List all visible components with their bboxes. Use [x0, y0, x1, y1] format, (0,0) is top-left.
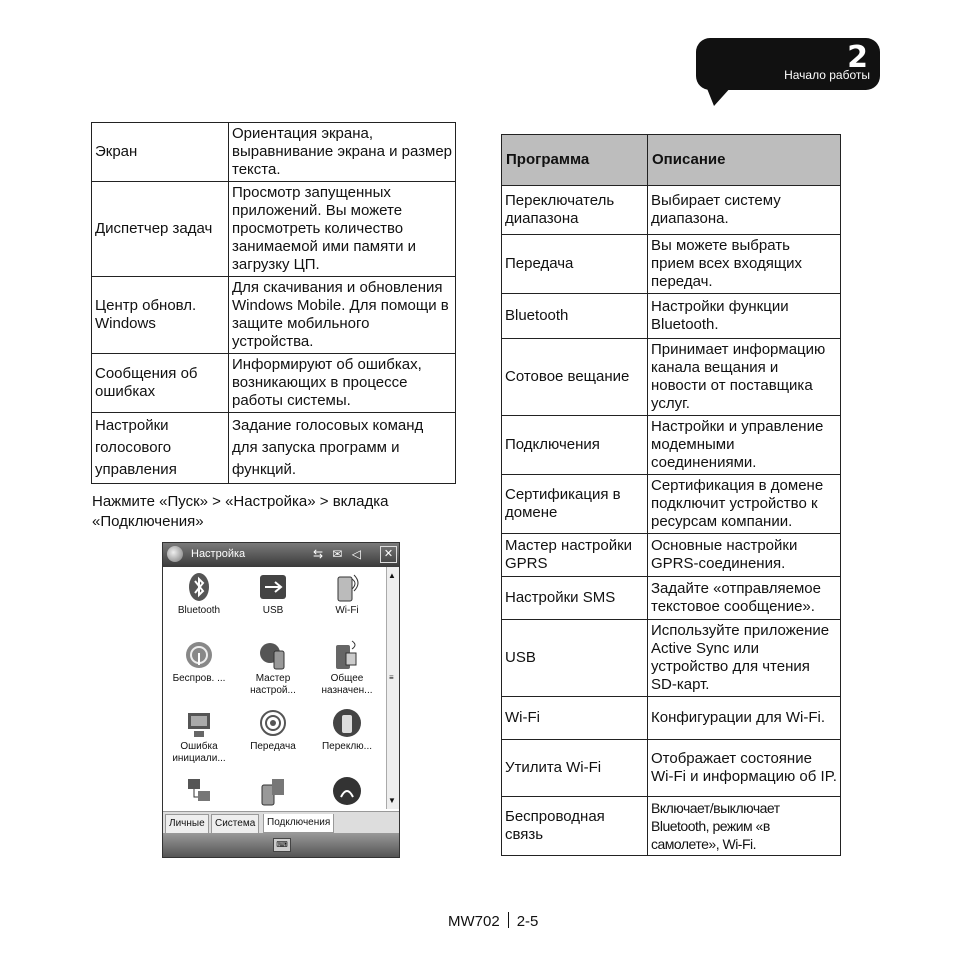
program-desc: Вы можете выбрать прием всех входящих передач. [648, 235, 841, 294]
program-name: USB [502, 620, 648, 697]
table-row [92, 277, 456, 354]
table-row [92, 182, 456, 277]
grid-item-label: Передача [250, 741, 296, 752]
badge-tail [706, 86, 732, 106]
grid-item-beam[interactable] [237, 707, 309, 753]
table-row [502, 577, 841, 620]
wireless-icon [184, 639, 214, 671]
program-desc: Просмотр запущенных приложений. Вы можете просмотреть количество занимаемой ими памяти и загрузку ЦП. [229, 182, 456, 277]
table-row [502, 294, 841, 339]
grid-item-label: Bluetooth [177, 605, 221, 616]
usb-icon [258, 571, 288, 603]
grid-item-broadcast[interactable] [311, 775, 383, 809]
grid-item-wireless[interactable] [163, 639, 235, 685]
grid-item-connections[interactable] [163, 775, 235, 809]
program-desc: Выбирает систему диапазона. [648, 186, 841, 235]
keyboard-icon[interactable]: ⌨ [273, 838, 291, 852]
table-row [502, 475, 841, 534]
grid-item-label: Ошибка инициали... [172, 741, 226, 764]
settings-icon-grid [163, 567, 387, 809]
grid-item-usb[interactable] [237, 571, 309, 617]
band-switch-icon [332, 707, 362, 739]
grid-item-label: Переклю... [321, 741, 373, 752]
program-desc: Основные настройки GPRS-соединения. [648, 534, 841, 577]
table-header-row [502, 135, 841, 186]
program-name: Утилита Wi-Fi [502, 740, 648, 797]
device-bottom-bar [163, 833, 399, 857]
program-name: Беспроводная связь [502, 797, 648, 856]
program-desc: Отображает состояние Wi-Fi и информацию об IP. [648, 740, 841, 797]
bluetooth-icon [184, 571, 214, 603]
settings-table-right [501, 134, 841, 856]
connections-icon [184, 775, 214, 807]
program-desc: Ориентация экрана, выравнивание экрана и размер текста. [229, 123, 456, 182]
scrollbar[interactable] [386, 567, 399, 809]
chapter-badge [696, 38, 880, 90]
table-row [502, 534, 841, 577]
broadcast-icon [332, 775, 362, 807]
table-row [502, 416, 841, 475]
table-row [502, 186, 841, 235]
grid-item-certificates[interactable] [237, 775, 309, 809]
program-desc: Настройки функции Bluetooth. [648, 294, 841, 339]
settings-table-left [91, 122, 456, 484]
status-icons[interactable]: ⇆ ✉ ◁ [313, 547, 365, 561]
program-name: Сотовое вещание [502, 339, 648, 416]
program-desc: Настройки и управление модемными соединениями. [648, 416, 841, 475]
table-row [502, 740, 841, 797]
program-name: Мастер настройки GPRS [502, 534, 648, 577]
column-header-description: Описание [648, 135, 841, 186]
device-title: Настройка [191, 548, 246, 560]
program-name: Передача [502, 235, 648, 294]
program-name: Переключатель диапазона [502, 186, 648, 235]
table-row [502, 797, 841, 856]
grid-item-bluetooth[interactable] [163, 571, 235, 617]
program-name: Диспетчер задач [92, 182, 229, 277]
footer-divider [508, 912, 509, 928]
tab-personal[interactable]: Личные [165, 814, 209, 834]
program-desc: Информируют об ошибках, возникающих в процессе работы системы. [229, 354, 456, 413]
grid-item-label: Мастер настрой... [250, 673, 296, 696]
grid-item-label: Общее назначен... [321, 673, 373, 696]
table-row [502, 339, 841, 416]
gprs-wizard-icon [258, 639, 288, 671]
program-desc: Включает/выключает Bluetooth, режим «в самолете», Wi-Fi. [648, 797, 841, 856]
program-desc: Принимает информацию канала вещания и новости от поставщика услуг. [648, 339, 841, 416]
scroll-up-icon[interactable]: ▲ [388, 571, 396, 580]
program-name: Wi-Fi [502, 697, 648, 740]
grid-item-label: USB [262, 605, 284, 616]
table-row [92, 123, 456, 182]
grid-item-label: Wi-Fi [335, 605, 359, 616]
grid-item-gprs-wizard[interactable] [237, 639, 309, 697]
program-desc: Для скачивания и обновления Windows Mobile. Для помощи в защите мобильного устройства. [229, 277, 456, 354]
grid-item-band-switch[interactable] [311, 707, 383, 753]
settings-tabs [163, 811, 399, 834]
grid-item-label: Беспров. ... [172, 673, 226, 684]
scroll-down-icon[interactable]: ▼ [388, 796, 396, 805]
general-icon [332, 639, 362, 671]
table-row [502, 235, 841, 294]
program-name: Сертификация в домене [502, 475, 648, 534]
grid-item-error[interactable] [163, 707, 235, 765]
program-name: Подключения [502, 416, 648, 475]
model-name: MW702 [448, 913, 500, 930]
program-name: Экран [92, 123, 229, 182]
table-row [92, 354, 456, 413]
program-desc: Сертификация в домене подключит устройство к ресурсам компании. [648, 475, 841, 534]
chapter-title: Начало работы [784, 68, 870, 82]
program-name: Bluetooth [502, 294, 648, 339]
tab-connections[interactable]: Подключения [263, 814, 334, 833]
beam-icon [258, 707, 288, 739]
program-name: Центр обновл. Windows [92, 277, 229, 354]
program-name: Настройки голосового управления [92, 413, 229, 484]
grid-item-wifi[interactable] [311, 571, 383, 617]
device-screenshot [162, 542, 400, 858]
table-row [92, 413, 456, 484]
page-number: 2-5 [516, 913, 539, 930]
chapter-number: 2 [847, 40, 868, 75]
program-name: Сообщения об ошибках [92, 354, 229, 413]
tab-system[interactable]: Система [211, 814, 259, 834]
table-row [502, 620, 841, 697]
certificates-icon [258, 775, 288, 807]
scroll-thumb-icon[interactable]: ≡ [389, 673, 394, 682]
instruction-text: Нажмите «Пуск» > «Настройка» > вкладка «Подключения» [92, 493, 389, 530]
program-name: Настройки SMS [502, 577, 648, 620]
windows-start-icon[interactable] [167, 546, 183, 562]
program-desc: Задайте «отправляемое текстовое сообщение». [648, 577, 841, 620]
program-desc: Используйте приложение Active Sync или устройство для чтения SD-карт. [648, 620, 841, 697]
page-footer [448, 912, 538, 930]
wifi-icon [332, 571, 362, 603]
close-icon[interactable]: ✕ [380, 546, 397, 563]
error-icon [184, 707, 214, 739]
column-header-program: Программа [502, 135, 648, 186]
device-title-bar [163, 543, 399, 567]
program-desc: Конфигурации для Wi-Fi. [648, 697, 841, 740]
table-row [502, 697, 841, 740]
program-desc: Задание голосовых команд для запуска программ и функций. [229, 413, 456, 484]
grid-item-general[interactable] [311, 639, 383, 697]
